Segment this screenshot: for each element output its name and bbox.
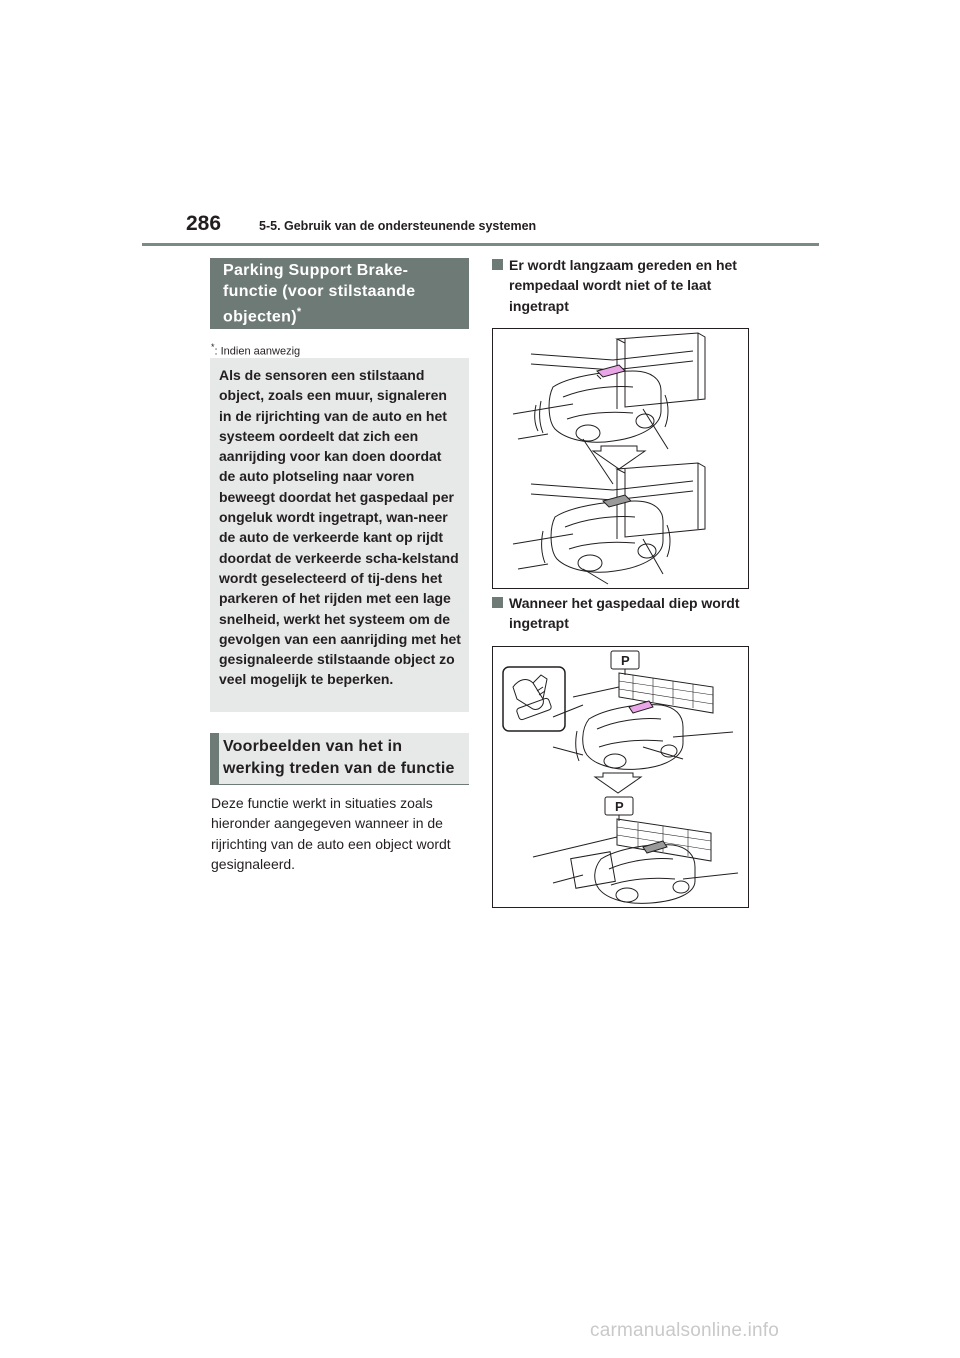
examples-heading <box>210 733 469 785</box>
accelerator-pedal-inset <box>503 667 565 731</box>
examples-heading-text: Voorbeelden van het in werking treden van de functie <box>223 738 455 777</box>
case-heading-text: Er wordt langzaam gereden en het rempedaal wordt niet of te laat ingetrapt <box>509 257 737 314</box>
scene-after-braking <box>513 463 705 584</box>
illustration-car-parking-lot <box>493 647 748 907</box>
parking-sign-label: P <box>615 799 624 814</box>
scene-before-collision <box>553 651 733 769</box>
examples-body-text: Deze functie werkt in situaties zoals hieronder aangegeven wanneer in de rijrichting van de auto een object wordt gesignaleerd. <box>211 795 451 872</box>
examples-body <box>211 793 469 874</box>
case-heading-text: Wanneer het gaspedaal diep wordt ingetrapt <box>509 595 740 632</box>
summary-text: Als de sensoren een stilstaand object, zoals een muur, signaleren in de rijrichting van de auto en het systeem oordeelt dat zich een aanrijding voor kan doen doordat de auto plotseling naar voren beweegt doordat het gaspedaal per ongeluk wordt ingetrapt, wan-neer de auto de verkeerde kant op rijdt doordat de verkeerde scha-kelstand wordt geselecteerd of tij-dens het parkeren of het rijden met een lage snelheid, werkt het systeem om de gevolgen van een aanrijding met het gesignaleerde stilstaande object zo veel mogelijk te beperken. <box>219 367 461 688</box>
illustration-car-approaching-wall <box>493 329 748 588</box>
section-header: 5-5. Gebruik van de ondersteunende systemen <box>259 219 537 233</box>
scene-after-braking <box>533 797 738 903</box>
section-title-box <box>210 258 469 329</box>
case-heading-accelerator <box>492 593 748 634</box>
page-number: 286 <box>186 212 222 235</box>
section-title: Parking Support Brake-functie (voor stilstaande objecten) <box>223 262 416 326</box>
footnote-text: : Indien aanwezig <box>214 345 301 358</box>
footnote <box>211 342 300 358</box>
parking-sign-label: P <box>621 653 630 668</box>
footnote-marker: * <box>211 342 215 352</box>
case-heading-slow-driving <box>492 255 748 316</box>
watermark: carmanualsonline.info <box>590 1320 780 1341</box>
figure-slow-driving <box>492 328 749 589</box>
heading-accent-bar <box>210 733 219 784</box>
square-bullet-icon <box>492 597 503 608</box>
square-bullet-icon <box>492 259 503 270</box>
header-divider <box>142 243 819 246</box>
figure-accelerator-pressed <box>492 646 749 908</box>
title-footnote-mark: * <box>296 306 302 318</box>
down-arrow-icon <box>595 773 641 793</box>
summary-box <box>210 358 469 712</box>
